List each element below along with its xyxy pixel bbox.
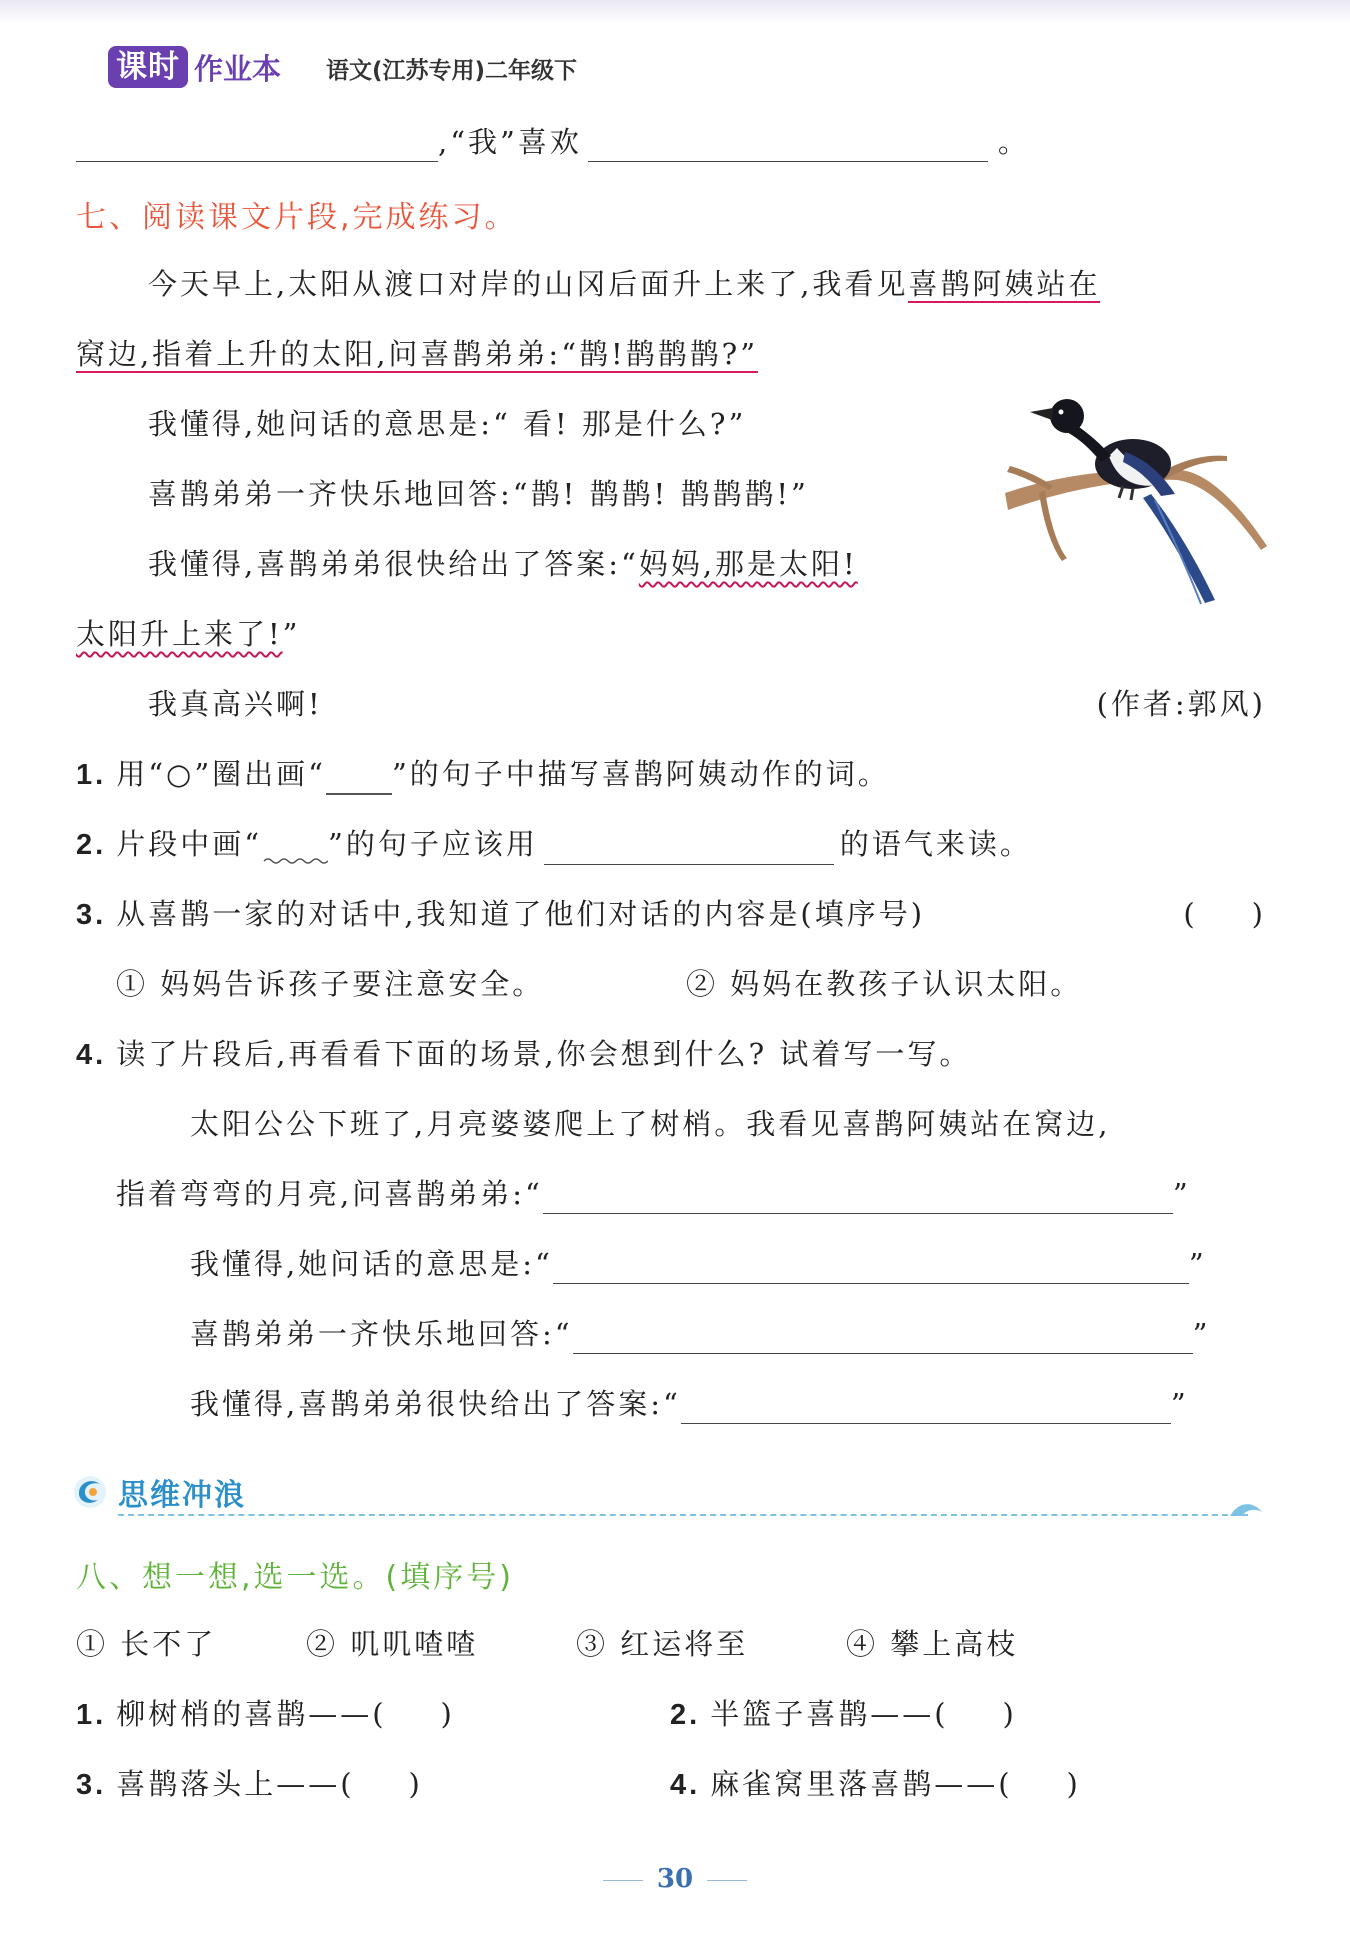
book-subtitle: 语文(江苏专用)二年级下 [326, 58, 578, 84]
author-credit: (作者:郭风) [1096, 687, 1266, 721]
section8-item-4: 4. 麻雀窝里落喜鹊——( ) [670, 1767, 1081, 1801]
previous-answer-line [76, 122, 1030, 162]
previous-line-text: ,“我”喜欢 [438, 125, 582, 159]
writing-blank[interactable] [543, 1183, 1173, 1214]
writing-blank[interactable] [573, 1323, 1193, 1354]
passage-line-6: 太阳升上来了!” [76, 617, 301, 651]
passage-line-2 [76, 334, 758, 374]
question-3-answer[interactable]: ( ) [1183, 897, 1266, 931]
wavy-sentence: 妈妈,那是太阳! [638, 547, 858, 581]
section8-item-2: 2. 半篮子喜鹊——( ) [670, 1697, 1017, 1731]
q4-scene-text: 太阳公公下班了,月亮婆婆爬上了树梢。我看见喜鹊阿姨站在窝边, [190, 1107, 1111, 1141]
section7-title: 七、阅读课文片段,完成练习。 [76, 200, 518, 235]
page-top-band [0, 0, 1350, 24]
q4-line-3: 喜鹊弟弟一齐快乐地回答:“ ” [190, 1314, 1210, 1354]
passage-line-4: 喜鹊弟弟一齐快乐地回答:“鹊! 鹊鹊! 鹊鹊鹊!” [148, 477, 809, 511]
q4-line-1: 指着弯弯的月亮,问喜鹊弟弟:“ ” [116, 1174, 1191, 1214]
period: 。 [997, 125, 1030, 159]
section8-title: 八、想一想,选一选。(填序号) [76, 1560, 514, 1595]
tone-answer-blank[interactable] [544, 834, 834, 865]
wavy-sentence: 太阳升上来了! [76, 617, 283, 651]
logo-text: 作业本 [194, 51, 282, 86]
q3-option-2: ② 妈妈在教孩子认识太阳。 [686, 967, 1083, 1001]
answer-blank[interactable] [588, 131, 988, 162]
section8-option-3: ③ 红运将至 [576, 1627, 749, 1661]
q4-line-2: 我懂得,她问话的意思是:“ ” [190, 1244, 1207, 1284]
section8-item-1: 1. 柳树梢的喜鹊——( ) [76, 1697, 455, 1731]
q4-line-4: 我懂得,喜鹊弟弟很快给出了答案:“ ” [190, 1384, 1189, 1424]
dashed-divider [118, 1514, 1248, 1516]
section8-option-4: ④ 攀上高枝 [846, 1627, 1019, 1661]
question-3: 3. 从喜鹊一家的对话中,我知道了他们对话的内容是(填序号) [76, 897, 926, 931]
magpie-on-branch-illustration [1005, 398, 1270, 606]
section8-item-3: 3. 喜鹊落头上——( ) [76, 1767, 423, 1801]
underlined-sentence: 窝边,指着上升的太阳,问喜鹊弟弟:“鹊!鹊鹊鹊?” [76, 337, 759, 371]
logo-mark: 课时 [108, 46, 188, 88]
section8-option-1: ① 长不了 [76, 1627, 217, 1661]
question-4: 4. 读了片段后,再看看下面的场景,你会想到什么? 试着写一写。 [76, 1037, 972, 1071]
passage-line-7: 我真高兴啊! [148, 687, 323, 721]
page-number: 30 [0, 1864, 1350, 1894]
q3-option-1: ① 妈妈告诉孩子要注意安全。 [116, 967, 545, 1001]
wavy-line-symbol [262, 835, 328, 865]
section8-option-2: ② 叽叽喳喳 [306, 1627, 479, 1661]
passage-line-3: 我懂得,她问话的意思是:“ 看! 那是什么?” [148, 407, 747, 441]
writing-blank[interactable] [553, 1253, 1189, 1284]
book-logo [108, 46, 281, 88]
writing-blank[interactable] [681, 1393, 1171, 1424]
wave-swirl-icon [72, 1474, 108, 1510]
passage-line-1: 今天早上,太阳从渡口对岸的山冈后面升上来了,我看见喜鹊阿姨站在 [148, 267, 1101, 301]
underlined-sentence: 喜鹊阿姨站在 [908, 267, 1101, 301]
wave-end-icon [1228, 1498, 1264, 1520]
answer-blank[interactable] [76, 131, 438, 162]
thinking-section-title: 思维冲浪 [118, 1478, 246, 1513]
thinking-section-header [72, 1470, 1264, 1514]
question-1: 1. 用“○”圈出画“ ”的句子中描写喜鹊阿姨动作的词。 [76, 754, 890, 795]
passage-line-5: 我懂得,喜鹊弟弟很快给出了答案:“妈妈,那是太阳! [148, 547, 858, 581]
question-2: 2. 片段中画“ ”的句子应该用 的语气来读。 [76, 824, 1032, 865]
straight-line-symbol [326, 765, 392, 795]
